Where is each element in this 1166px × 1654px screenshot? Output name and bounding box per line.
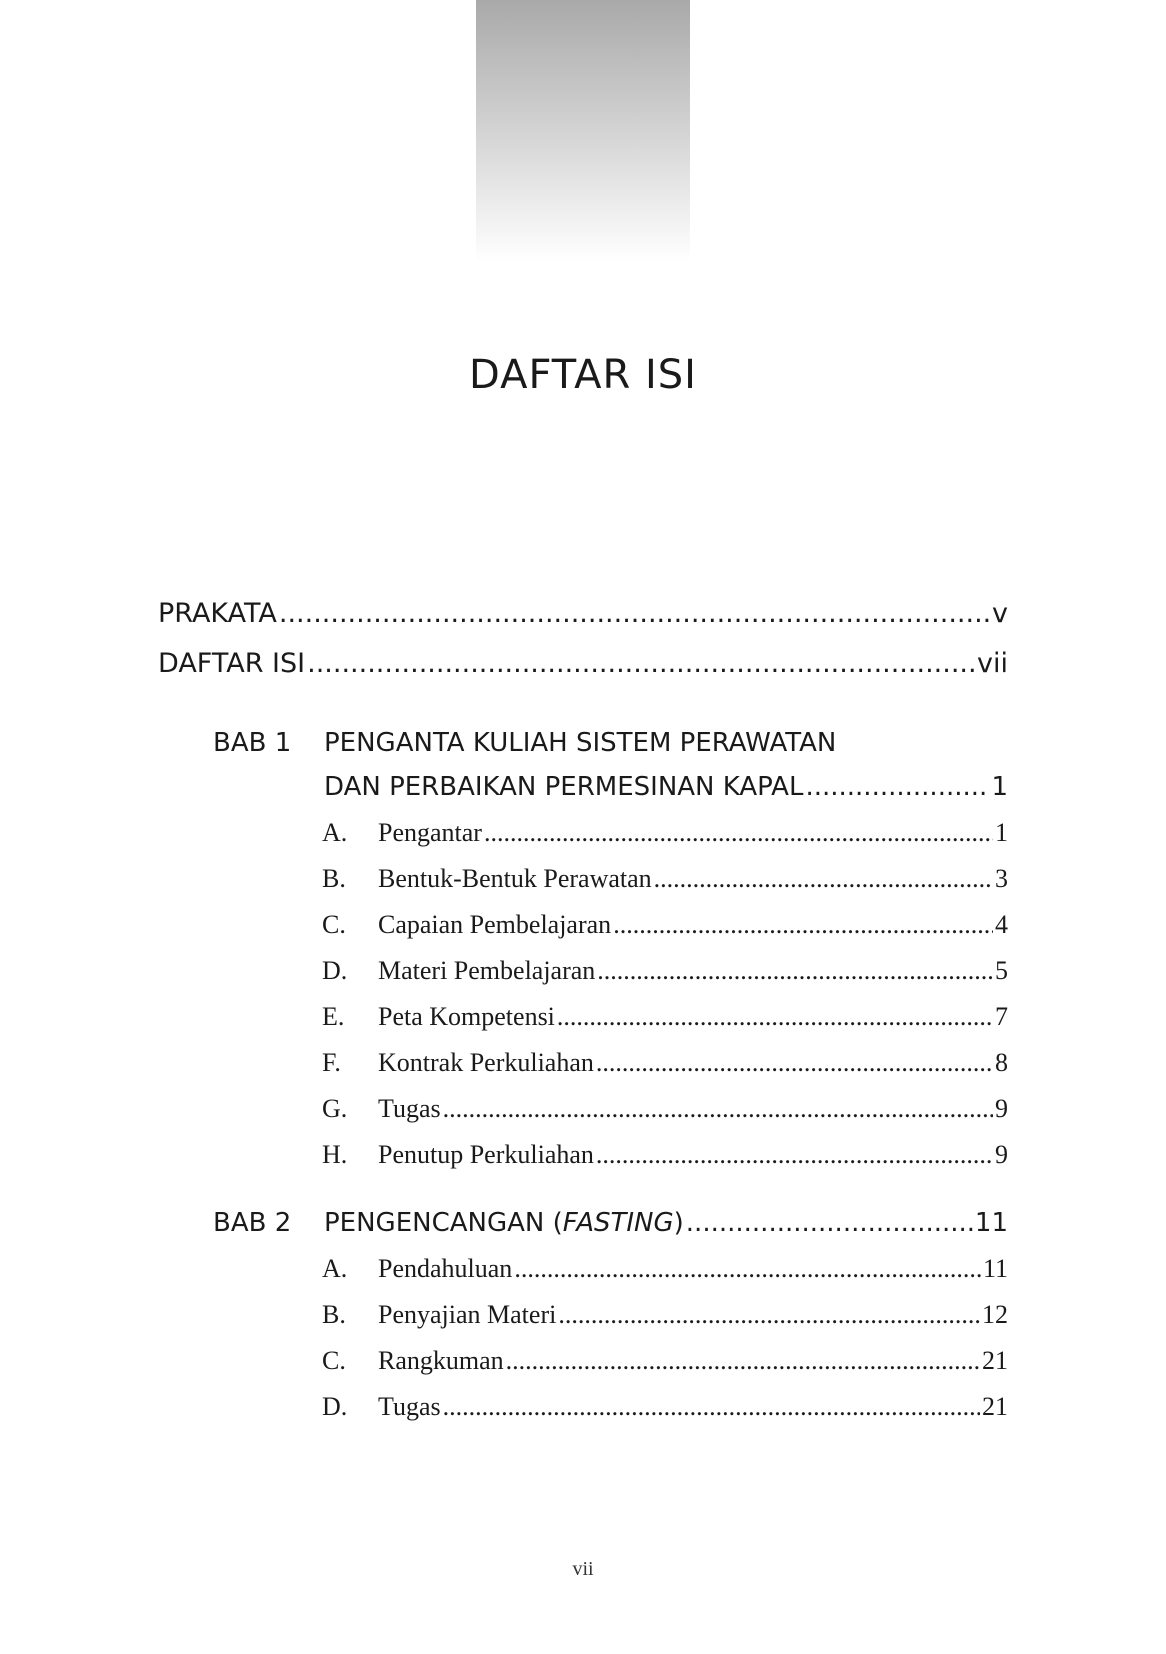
chapter-title-main: PENGENCANGAN ( <box>324 1208 563 1238</box>
section-letter: H. <box>322 1140 348 1169</box>
section-letter: D. <box>322 956 348 985</box>
toc-leader-dots <box>613 910 993 940</box>
section-page: 4 <box>995 910 1008 939</box>
section-page: 12 <box>982 1300 1008 1329</box>
toc-leader-dots <box>805 772 989 802</box>
section-title: Materi Pembelajaran <box>378 956 596 985</box>
toc-leader-dots <box>514 1254 981 1284</box>
toc-leader-dots <box>506 1346 980 1376</box>
toc-entry-bab-2[interactable] <box>324 1208 1008 1242</box>
footer-page-number: vii <box>572 1558 594 1580</box>
section-page: 21 <box>982 1346 1008 1375</box>
toc-section-1e[interactable] <box>322 1002 1008 1034</box>
section-letter: C. <box>322 1346 346 1375</box>
toc-leader-dots <box>596 1140 993 1170</box>
toc-section-1h[interactable] <box>322 1140 1008 1172</box>
toc-section-2c[interactable] <box>322 1346 1008 1378</box>
section-title: Penutup Perkuliahan <box>378 1140 594 1169</box>
section-page: 8 <box>995 1048 1008 1077</box>
section-letter: C. <box>322 910 346 939</box>
section-letter: F. <box>322 1048 341 1077</box>
section-title: Capaian Pembelajaran <box>378 910 612 939</box>
toc-entry-title: DAFTAR ISI <box>158 648 306 679</box>
section-title: Pengantar <box>378 818 482 847</box>
section-page: 21 <box>982 1392 1008 1421</box>
toc-leader-dots <box>443 1392 980 1422</box>
toc-section-1f[interactable] <box>322 1048 1008 1080</box>
chapter-label-bab-1: BAB 1 <box>213 728 292 758</box>
section-title: Bentuk-Bentuk Perawatan <box>378 864 652 893</box>
toc-section-2d[interactable] <box>322 1392 1008 1424</box>
header-gradient-band <box>476 0 690 262</box>
section-letter: G. <box>322 1094 348 1123</box>
toc-leader-dots <box>484 818 993 848</box>
toc-section-1c[interactable] <box>322 910 1008 942</box>
toc-leader-dots <box>557 1002 993 1032</box>
section-letter: A. <box>322 818 348 847</box>
toc-section-2b[interactable] <box>322 1300 1008 1332</box>
section-page: 9 <box>995 1140 1008 1169</box>
toc-section-1g[interactable] <box>322 1094 1008 1126</box>
toc-leader-dots <box>654 864 993 894</box>
section-letter: A. <box>322 1254 348 1283</box>
section-title: Peta Kompetensi <box>378 1002 555 1031</box>
toc-leader-dots <box>443 1094 993 1124</box>
section-letter: D. <box>322 1392 348 1421</box>
section-letter: B. <box>322 864 346 893</box>
toc-leader-dots <box>596 1048 993 1078</box>
toc-section-1b[interactable] <box>322 864 1008 896</box>
section-title: Pendahuluan <box>378 1254 513 1283</box>
chapter-title-close: ) <box>673 1208 684 1238</box>
toc-leader-dots <box>307 648 975 679</box>
toc-leader-dots <box>279 598 990 629</box>
section-title: Kontrak Perkuliahan <box>378 1048 594 1077</box>
toc-section-1a[interactable] <box>322 818 1008 850</box>
toc-leader-dots <box>558 1300 980 1330</box>
toc-entry-title: PRAKATA <box>158 598 277 629</box>
chapter-title-bab-2 <box>324 1208 684 1238</box>
section-letter: B. <box>322 1300 346 1329</box>
page-title: DAFTAR ISI <box>469 352 697 398</box>
section-page: 11 <box>982 1254 1008 1283</box>
chapter-title-bab-1-line2: DAN PERBAIKAN PERMESINAN KAPAL <box>324 772 804 802</box>
toc-entry-bab-1[interactable] <box>324 772 1008 806</box>
section-letter: E. <box>322 1002 345 1031</box>
toc-entry-daftar-isi[interactable] <box>158 648 1008 684</box>
toc-entry-page: v <box>992 598 1008 629</box>
toc-section-2a[interactable] <box>322 1254 1008 1286</box>
section-page: 9 <box>995 1094 1008 1123</box>
section-page: 3 <box>995 864 1008 893</box>
section-title: Tugas <box>378 1392 441 1421</box>
section-page: 7 <box>995 1002 1008 1031</box>
toc-section-1d[interactable] <box>322 956 1008 988</box>
chapter-title-bab-1-line1[interactable]: PENGANTA KULIAH SISTEM PERAWATAN <box>324 728 837 758</box>
toc-entry-page: 11 <box>974 1208 1008 1238</box>
toc-entry-page: vii <box>977 648 1008 679</box>
chapter-label-bab-2: BAB 2 <box>213 1208 292 1238</box>
toc-entry-prakata[interactable] <box>158 598 1008 634</box>
section-title: Penyajian Materi <box>378 1300 557 1329</box>
toc-leader-dots <box>597 956 993 986</box>
section-title: Tugas <box>378 1094 441 1123</box>
section-page: 1 <box>995 818 1008 847</box>
section-title: Rangkuman <box>378 1346 504 1375</box>
section-page: 5 <box>995 956 1008 985</box>
toc-entry-page: 1 <box>991 772 1008 802</box>
toc-leader-dots <box>686 1208 973 1238</box>
chapter-title-italic: FASTING <box>562 1208 674 1238</box>
